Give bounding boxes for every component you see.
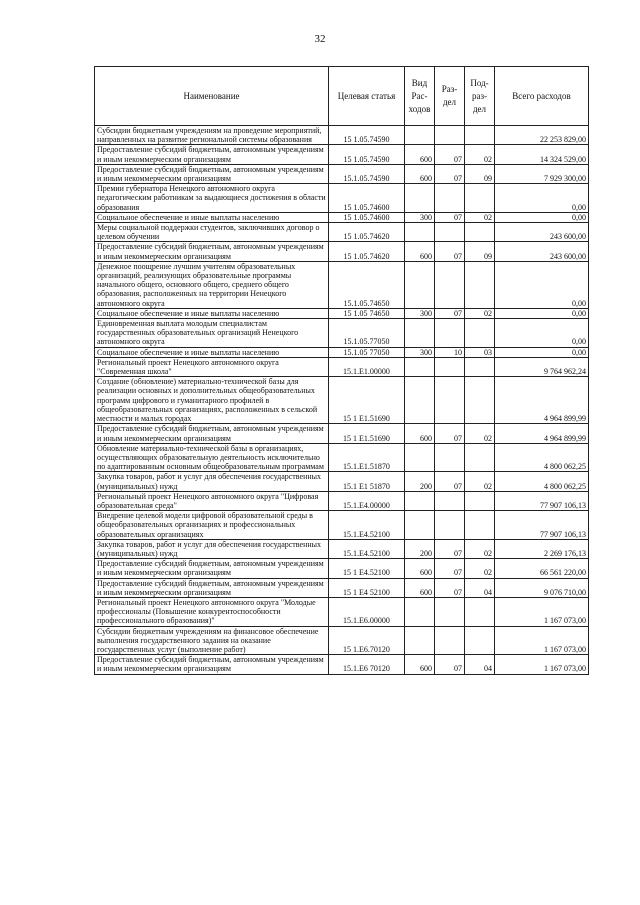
cell-expense-type: 600 [405, 578, 435, 597]
cell-expense-type: 600 [405, 164, 435, 183]
cell-total: 1 167 073,00 [495, 597, 589, 626]
cell-target-article: 15 1.05.74590 [329, 126, 405, 145]
cell-subsection [465, 319, 495, 348]
cell-total: 243 600,00 [495, 242, 589, 261]
cell-subsection: 02 [465, 424, 495, 443]
cell-subsection: 04 [465, 578, 495, 597]
cell-target-article: 15.1.E4.52100 [329, 511, 405, 540]
cell-expense-type: 600 [405, 559, 435, 578]
cell-section: 10 [435, 347, 465, 357]
cell-section [435, 377, 465, 424]
table-row [95, 184, 589, 213]
header-subsection: Под-раз-дел [465, 67, 495, 126]
cell-name: Премии губернатора Ненецкого автономного округа педагогическим работникам за выдающиеся достижения в области образования [95, 184, 329, 213]
cell-total: 0,00 [495, 347, 589, 357]
header-target-article: Целевая статья [329, 67, 405, 126]
cell-name: Социальное обеспечение и иные выплаты населению [95, 212, 329, 222]
cell-section: 07 [435, 212, 465, 222]
cell-name: Предоставление субсидий бюджетным, автономным учреждениям и иным некоммерческим организациям [95, 242, 329, 261]
header-section: Раз-дел [435, 67, 465, 126]
cell-section: 07 [435, 559, 465, 578]
cell-section [435, 126, 465, 145]
cell-target-article: 15.1.E4.00000 [329, 491, 405, 510]
cell-section: 07 [435, 145, 465, 164]
cell-subsection [465, 443, 495, 472]
table-row [95, 511, 589, 540]
cell-section: 07 [435, 424, 465, 443]
cell-target-article: 15 1.05.74600 [329, 184, 405, 213]
cell-name: Региональный проект Ненецкого автономного округа "Молодые профессионалы (Повышение конкурентоспособности профессионального образования)" [95, 597, 329, 626]
cell-target-article: 15.1.05 77050 [329, 347, 405, 357]
cell-target-article: 15 1 E4 52100 [329, 578, 405, 597]
table-row [95, 223, 589, 242]
cell-name: Предоставление субсидий бюджетным, автономным учреждениям и иным некоммерческим организациям [95, 655, 329, 674]
cell-subsection [465, 357, 495, 376]
cell-section: 07 [435, 539, 465, 558]
cell-expense-type [405, 597, 435, 626]
header-expense-type: Вид Рас-ходов [405, 67, 435, 126]
cell-total: 0,00 [495, 212, 589, 222]
cell-target-article: 15 1 E1.51690 [329, 377, 405, 424]
table-row [95, 377, 589, 424]
cell-expense-type: 600 [405, 424, 435, 443]
cell-target-article: 15 1.05.74620 [329, 223, 405, 242]
cell-name: Социальное обеспечение и иные выплаты населению [95, 308, 329, 318]
cell-subsection [465, 184, 495, 213]
cell-total: 4 800 062,25 [495, 443, 589, 472]
cell-expense-type [405, 261, 435, 308]
cell-expense-type [405, 184, 435, 213]
cell-target-article: 15 1.05.74620 [329, 242, 405, 261]
cell-name: Предоставление субсидий бюджетным, автономным учреждениям и иным некоммерческим организациям [95, 145, 329, 164]
table-row [95, 145, 589, 164]
cell-subsection [465, 126, 495, 145]
table-row [95, 559, 589, 578]
cell-total: 1 167 073,00 [495, 655, 589, 674]
cell-name: Предоставление субсидий бюджетным, автономным учреждениям и иным некоммерческим организациям [95, 164, 329, 183]
table-body [95, 126, 589, 675]
cell-total: 77 907 106,13 [495, 491, 589, 510]
cell-expense-type [405, 511, 435, 540]
cell-expense-type [405, 126, 435, 145]
cell-subsection: 02 [465, 145, 495, 164]
cell-target-article: 15 1 E4.52100 [329, 559, 405, 578]
table-row [95, 626, 589, 655]
cell-expense-type [405, 491, 435, 510]
cell-total: 243 600,00 [495, 223, 589, 242]
cell-total: 1 167 073,00 [495, 626, 589, 655]
cell-name: Предоставление субсидий бюджетным, автономным учреждениям и иным некоммерческим организациям [95, 578, 329, 597]
cell-total: 14 324 529,00 [495, 145, 589, 164]
cell-target-article: 15 1.05 74650 [329, 308, 405, 318]
table-row [95, 491, 589, 510]
cell-target-article: 15.1.05.77050 [329, 319, 405, 348]
cell-total: 22 253 829,00 [495, 126, 589, 145]
cell-target-article: 15.1 E1 51870 [329, 472, 405, 491]
cell-subsection: 09 [465, 242, 495, 261]
cell-name: Предоставление субсидий бюджетным, автономным учреждениям и иным некоммерческим организациям [95, 559, 329, 578]
cell-section [435, 597, 465, 626]
cell-name: Единовременная выплата молодым специалистам государственных образовательных организаций Ненецкого автономного округа [95, 319, 329, 348]
cell-expense-type: 600 [405, 655, 435, 674]
table-row [95, 472, 589, 491]
cell-section: 07 [435, 655, 465, 674]
cell-expense-type: 200 [405, 472, 435, 491]
cell-section [435, 357, 465, 376]
cell-name: Предоставление субсидий бюджетным, автономным учреждениям и иным некоммерческим организациям [95, 424, 329, 443]
cell-total: 4 800 062,25 [495, 472, 589, 491]
cell-section [435, 443, 465, 472]
cell-expense-type [405, 443, 435, 472]
cell-expense-type [405, 357, 435, 376]
cell-name: Закупка товаров, работ и услуг для обеспечения государственных (муниципальных) нужд [95, 472, 329, 491]
table-row [95, 126, 589, 145]
cell-expense-type: 300 [405, 347, 435, 357]
cell-subsection: 02 [465, 212, 495, 222]
cell-total: 0,00 [495, 184, 589, 213]
cell-expense-type: 600 [405, 145, 435, 164]
table-row [95, 347, 589, 357]
cell-target-article: 15.1.E1.00000 [329, 357, 405, 376]
cell-subsection [465, 511, 495, 540]
cell-subsection: 02 [465, 539, 495, 558]
cell-name: Обновление материально-технической базы в организациях, осуществляющих образовательную деятельность исключительно по адаптированным основным общеобразовательным программам [95, 443, 329, 472]
cell-expense-type [405, 319, 435, 348]
cell-name: Региональный проект Ненецкого автономного округа "Цифровая образовательная среда" [95, 491, 329, 510]
cell-expense-type: 600 [405, 242, 435, 261]
cell-name: Меры социальной поддержки студентов, заключивших договор о целевом обучении [95, 223, 329, 242]
cell-expense-type [405, 626, 435, 655]
table-row [95, 261, 589, 308]
cell-subsection: 04 [465, 655, 495, 674]
cell-name: Внедрение целевой модели цифровой образовательной среды в общеобразовательных организациях и профессиональных образовательных организациях [95, 511, 329, 540]
cell-section [435, 319, 465, 348]
cell-expense-type [405, 377, 435, 424]
cell-target-article: 15.1.E4.52100 [329, 539, 405, 558]
table-row [95, 655, 589, 674]
cell-total: 0,00 [495, 319, 589, 348]
cell-subsection: 09 [465, 164, 495, 183]
cell-section [435, 223, 465, 242]
cell-target-article: 15 1.05.74590 [329, 145, 405, 164]
cell-section [435, 626, 465, 655]
cell-expense-type: 300 [405, 308, 435, 318]
cell-name: Субсидии бюджетным учреждениям на финансовое обеспечение выполнения государственного задания на оказание государственных услуг (выполнение работ) [95, 626, 329, 655]
cell-subsection [465, 626, 495, 655]
cell-expense-type: 200 [405, 539, 435, 558]
cell-subsection [465, 261, 495, 308]
header-total: Всего расходов [495, 67, 589, 126]
cell-expense-type [405, 223, 435, 242]
cell-target-article: 15.1.E6 70120 [329, 655, 405, 674]
cell-subsection: 02 [465, 308, 495, 318]
page-number: 32 [314, 33, 326, 45]
cell-total: 77 907 106,13 [495, 511, 589, 540]
table-row [95, 424, 589, 443]
cell-name: Создание (обновление) материально-технической базы для реализации основных и дополнительных общеобразовательных программ цифрового и гуманитарного профилей в общеобразовательных организациях, расположенных в сельской местности и малых городах [95, 377, 329, 424]
cell-section: 07 [435, 472, 465, 491]
table-row [95, 308, 589, 318]
table-row [95, 357, 589, 376]
cell-section: 07 [435, 164, 465, 183]
cell-section: 07 [435, 308, 465, 318]
cell-total: 4 964 899,99 [495, 377, 589, 424]
cell-subsection [465, 491, 495, 510]
table-row [95, 242, 589, 261]
cell-total: 66 561 220,00 [495, 559, 589, 578]
cell-section [435, 511, 465, 540]
cell-name: Субсидии бюджетным учреждениям на проведение мероприятий, направленных на развитие региональной системы образования [95, 126, 329, 145]
table-row [95, 164, 589, 183]
table-row [95, 597, 589, 626]
cell-total: 0,00 [495, 308, 589, 318]
table-row [95, 578, 589, 597]
cell-total: 0,00 [495, 261, 589, 308]
cell-total: 4 964 899,99 [495, 424, 589, 443]
cell-subsection: 03 [465, 347, 495, 357]
cell-total: 9 076 710,00 [495, 578, 589, 597]
cell-total: 7 929 300,00 [495, 164, 589, 183]
cell-target-article: 15 1.05.74600 [329, 212, 405, 222]
cell-target-article: 15 1.E6.70120 [329, 626, 405, 655]
cell-total: 2 269 176,13 [495, 539, 589, 558]
cell-section [435, 491, 465, 510]
cell-section [435, 184, 465, 213]
cell-subsection [465, 597, 495, 626]
cell-total: 9 764 962,24 [495, 357, 589, 376]
table-row [95, 539, 589, 558]
cell-name: Региональный проект Ненецкого автономного округа "Современная школа" [95, 357, 329, 376]
table-row [95, 212, 589, 222]
cell-subsection: 02 [465, 559, 495, 578]
budget-table [94, 66, 589, 675]
cell-name: Денежное поощрение лучшим учителям образовательных организаций, реализующих образовательные программы начального общего, основного общего, среднего общего образования, расположенных на территории Ненецкого автономного округа [95, 261, 329, 308]
cell-target-article: 15 1 E1.51690 [329, 424, 405, 443]
cell-section: 07 [435, 578, 465, 597]
header-name: Наименование [95, 67, 329, 126]
cell-target-article: 15.1.E1.51870 [329, 443, 405, 472]
cell-section [435, 261, 465, 308]
cell-name: Социальное обеспечение и иные выплаты населению [95, 347, 329, 357]
cell-expense-type: 300 [405, 212, 435, 222]
cell-section: 07 [435, 242, 465, 261]
cell-name: Закупка товаров, работ и услуг для обеспечения государственных (муниципальных) нужд [95, 539, 329, 558]
cell-target-article: 15.1.05.74650 [329, 261, 405, 308]
cell-subsection: 02 [465, 472, 495, 491]
cell-target-article: 15.1.E6.00000 [329, 597, 405, 626]
table-header [95, 67, 589, 126]
table-row [95, 443, 589, 472]
cell-subsection [465, 223, 495, 242]
table-row [95, 319, 589, 348]
cell-subsection [465, 377, 495, 424]
cell-target-article: 15.1.05.74590 [329, 164, 405, 183]
